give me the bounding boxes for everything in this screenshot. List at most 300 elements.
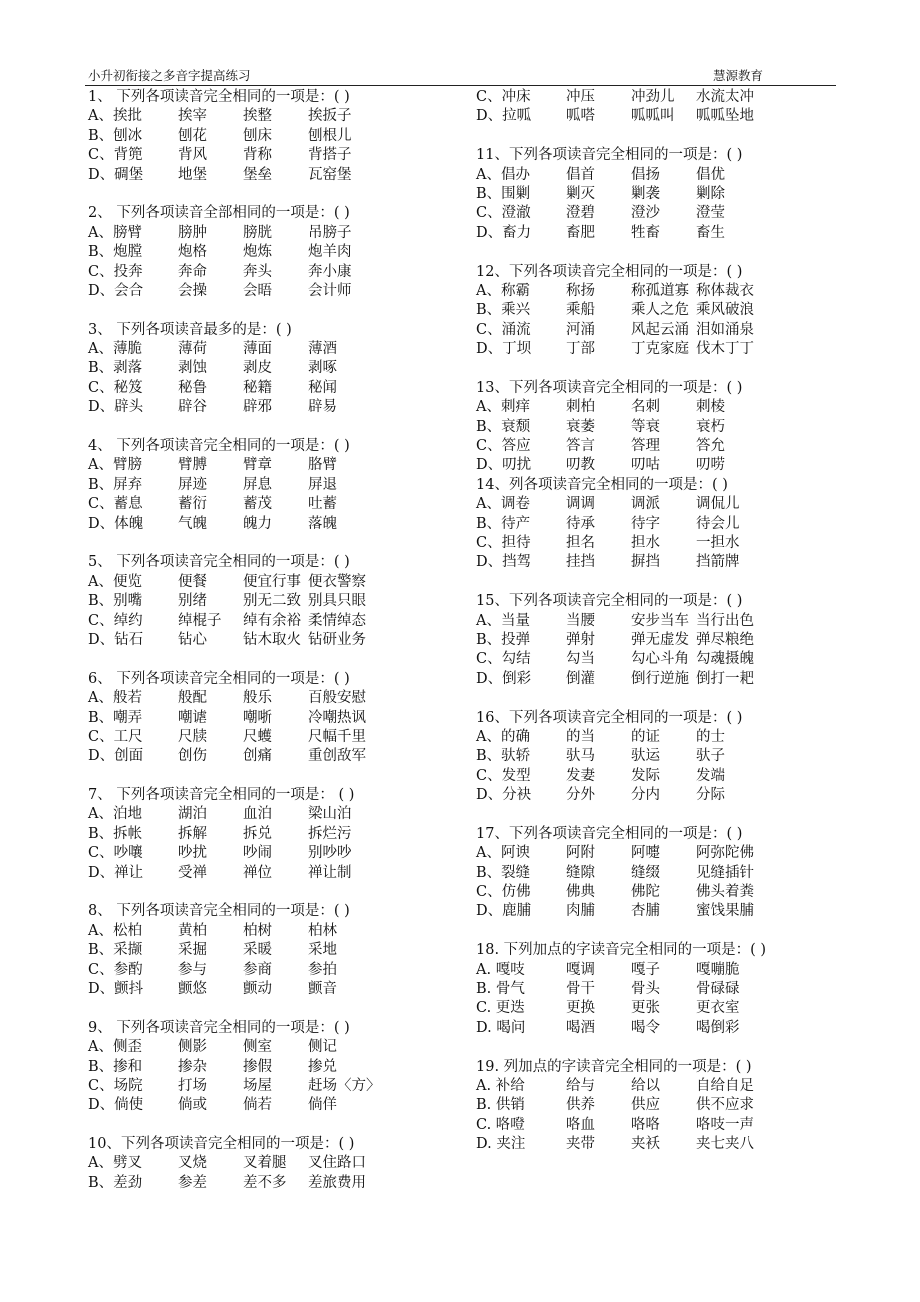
- option-word: B、投弹: [476, 631, 531, 648]
- option-word: 剥皮: [243, 360, 272, 377]
- option-word: 咯咯: [631, 1116, 660, 1133]
- option-word: 挂挡: [566, 554, 595, 571]
- question-text: 1、 下列各项读音完全相同的一项是：( ): [88, 89, 350, 105]
- option-row: [476, 437, 856, 456]
- option-word: 河涌: [566, 321, 595, 338]
- option-word: 辟谷: [178, 399, 207, 416]
- option-word: 当行出色: [696, 612, 754, 629]
- option-word: 叨教: [566, 457, 595, 474]
- option-word: 侧记: [308, 1039, 337, 1056]
- option-word: 倒打一耙: [696, 670, 754, 687]
- option-word: 尺蠖: [243, 728, 272, 745]
- option-word: D、倒彩: [476, 670, 532, 687]
- option-word: 剥蚀: [178, 360, 207, 377]
- option-row: [88, 980, 468, 999]
- option-word: 泪如涌泉: [696, 321, 754, 338]
- option-word: 会计师: [308, 282, 352, 299]
- option-word: 剥啄: [308, 360, 337, 377]
- option-word: 答言: [566, 438, 595, 455]
- option-word: 吵扰: [178, 845, 207, 862]
- option-word: 百般安慰: [308, 690, 366, 707]
- option-row: [476, 340, 856, 359]
- option-word: 咯血: [566, 1116, 595, 1133]
- option-word: A、阿谀: [476, 845, 530, 862]
- option-word: 赶场〈方〉: [308, 1077, 381, 1094]
- option-word: 差不多: [243, 1174, 287, 1191]
- option-word: 弹尽粮绝: [696, 631, 754, 648]
- question-block: [88, 321, 468, 418]
- option-word: 勾魂摄魄: [696, 651, 754, 668]
- option-word: B、拆帐: [88, 825, 143, 842]
- option-word: A、刺痒: [476, 399, 530, 416]
- option-word: B、嘲弄: [88, 709, 143, 726]
- option-word: 刨花: [178, 127, 207, 144]
- option-row: [476, 515, 856, 534]
- option-word: 奔命: [178, 263, 207, 280]
- question-block: [476, 476, 856, 573]
- option-word: B、屏弃: [88, 476, 143, 493]
- option-word: 给以: [631, 1077, 660, 1094]
- option-word: 勾心斗角: [631, 651, 689, 668]
- option-word: 别具只眼: [308, 593, 366, 610]
- option-row: [476, 612, 856, 631]
- option-word: 炮炼: [243, 244, 272, 261]
- option-word: 衰萎: [566, 418, 595, 435]
- option-word: 差旅费用: [308, 1174, 366, 1191]
- option-word: 的当: [566, 728, 595, 745]
- option-word: B、裂缝: [476, 864, 531, 881]
- option-word: 倘佯: [308, 1097, 337, 1114]
- option-word: D、丁坝: [476, 341, 532, 358]
- option-row: [88, 825, 468, 844]
- option-word: 衰朽: [696, 418, 725, 435]
- option-row: [88, 922, 468, 941]
- option-word: 呱嗒: [566, 108, 595, 125]
- option-word: 担名: [566, 534, 595, 551]
- option-word: D、倘使: [88, 1097, 144, 1114]
- option-row: [88, 941, 468, 960]
- question-block: [88, 553, 468, 650]
- option-word: C、投奔: [88, 263, 143, 280]
- option-word: 气魄: [178, 515, 207, 532]
- question-text: 17、下列各项读音完全相同的一项是：( ): [476, 825, 743, 842]
- option-row: [476, 1077, 856, 1096]
- question-text: 12、下列各项读音完全相同的一项是：( ): [476, 263, 743, 280]
- option-word: 秘籍: [243, 379, 272, 396]
- option-row: [476, 301, 856, 320]
- option-word: 薄面: [243, 341, 272, 358]
- option-word: B、衰颓: [476, 418, 531, 435]
- option-word: 尺幅千里: [308, 728, 366, 745]
- option-row: [476, 902, 856, 921]
- question-text: 2、 下列各项读音全部相同的一项是：( ): [88, 205, 350, 222]
- option-word: 柏树: [243, 922, 272, 939]
- option-word: 嘎嘣脆: [696, 961, 740, 978]
- question-text: 7、 下列各项读音完全相同的一项是： ( ): [88, 787, 355, 804]
- option-word: D. 夹注: [476, 1136, 526, 1153]
- option-word: 绰有余裕: [243, 612, 301, 629]
- question-text: 6、 下列各项读音完全相同的一项是：( ): [88, 670, 350, 687]
- option-word: 挡箭牌: [696, 554, 740, 571]
- option-word: C、勾结: [476, 651, 531, 668]
- question-text: 3、 下列各项读音最多的是：( ): [88, 321, 292, 338]
- option-word: 畜生: [696, 224, 725, 241]
- option-word: 炮格: [178, 244, 207, 261]
- header-left-title: 小升初衔接之多音字提高练习: [88, 68, 251, 83]
- option-word: 落魄: [308, 515, 337, 532]
- option-row: [476, 204, 856, 223]
- option-row: [476, 786, 856, 805]
- option-row: [88, 224, 468, 243]
- option-word: B. 供销: [476, 1097, 525, 1114]
- option-word: 骨碌碌: [696, 980, 740, 997]
- option-word: 杏脯: [631, 903, 660, 920]
- option-word: A、臂膀: [88, 457, 142, 474]
- left-column: [88, 88, 468, 1213]
- option-word: 呱呱叫: [631, 108, 675, 125]
- option-word: 叉烧: [178, 1155, 207, 1172]
- option-word: 剿除: [696, 185, 725, 202]
- option-word: 摒挡: [631, 554, 660, 571]
- option-word: B、围剿: [476, 185, 531, 202]
- option-word: 分际: [696, 787, 725, 804]
- option-word: 吐蓄: [308, 496, 337, 513]
- option-word: 嘎调: [566, 961, 595, 978]
- option-row: [476, 282, 856, 301]
- option-word: 创痛: [243, 748, 272, 765]
- question-block: [88, 204, 468, 301]
- option-row: [476, 321, 856, 340]
- question-text: 10、下列各项读音完全相同的一项是：( ): [88, 1136, 355, 1153]
- option-word: 发端: [696, 767, 725, 784]
- option-word: C、仿佛: [476, 884, 531, 901]
- question-text: 19. 列加点的字读音完全相同的一项是：( ): [476, 1058, 752, 1075]
- option-word: 受禅: [178, 864, 207, 881]
- option-word: 倘若: [243, 1097, 272, 1114]
- option-word: 的士: [696, 728, 725, 745]
- option-word: 拆兑: [243, 825, 272, 842]
- option-word: 乘船: [566, 302, 595, 319]
- option-word: 勾当: [566, 651, 595, 668]
- option-word: 魄力: [243, 515, 272, 532]
- option-word: 见缝插针: [696, 864, 754, 881]
- option-row: [476, 418, 856, 437]
- option-word: 便衣警察: [308, 573, 366, 590]
- option-word: 背搭子: [308, 147, 352, 164]
- option-word: B、驮轿: [476, 748, 531, 765]
- option-word: 绰棍子: [178, 612, 222, 629]
- option-word: B、乘兴: [476, 302, 531, 319]
- option-word: 待承: [566, 515, 595, 532]
- option-word: 倘或: [178, 1097, 207, 1114]
- option-word: 骨头: [631, 980, 660, 997]
- option-word: C、蓄息: [88, 496, 143, 513]
- option-word: D、鹿脯: [476, 903, 532, 920]
- option-word: B、炮膛: [88, 244, 143, 261]
- option-row: [88, 379, 468, 398]
- option-word: B、刨冰: [88, 127, 143, 144]
- option-word: 场屋: [243, 1077, 272, 1094]
- option-row: [88, 728, 468, 747]
- question-text: 4、 下列各项读音完全相同的一项是：( ): [88, 438, 350, 455]
- question-block: [88, 902, 468, 999]
- option-word: A、薄脆: [88, 341, 142, 358]
- option-word: 答允: [696, 438, 725, 455]
- option-word: A、的确: [476, 728, 530, 745]
- option-word: D、颤抖: [88, 980, 144, 997]
- option-word: A、松柏: [88, 922, 142, 939]
- option-word: 供不应求: [696, 1097, 754, 1114]
- option-word: C、冲床: [476, 89, 531, 105]
- option-word: 冷嘲热讽: [308, 709, 366, 726]
- option-word: 剿袭: [631, 185, 660, 202]
- option-row: [88, 515, 468, 534]
- option-word: 拆烂污: [308, 825, 352, 842]
- option-word: 拆解: [178, 825, 207, 842]
- option-word: 供应: [631, 1097, 660, 1114]
- option-row: [476, 961, 856, 980]
- option-word: A、挨批: [88, 108, 142, 125]
- option-word: 安步当车: [631, 612, 689, 629]
- option-word: 便餐: [178, 573, 207, 590]
- option-word: 采暖: [243, 942, 272, 959]
- option-word: 更衣室: [696, 1000, 740, 1017]
- option-word: 刺柏: [566, 399, 595, 416]
- option-word: 更张: [631, 1000, 660, 1017]
- option-word: C、答应: [476, 438, 531, 455]
- option-row: [476, 883, 856, 902]
- option-row: [88, 1096, 468, 1115]
- option-word: D、会合: [88, 282, 144, 299]
- option-row: [88, 592, 468, 611]
- option-word: 嘲谑: [178, 709, 207, 726]
- option-row: [476, 1116, 856, 1135]
- question-block: [88, 1135, 468, 1193]
- option-word: 嘲哳: [243, 709, 272, 726]
- question-block: [88, 1019, 468, 1116]
- option-word: 喝倒彩: [696, 1019, 740, 1036]
- option-word: 挨宰: [178, 108, 207, 125]
- option-word: 奔小康: [308, 263, 352, 280]
- option-row: [88, 359, 468, 378]
- option-row: [88, 805, 468, 824]
- option-word: D、分袂: [476, 787, 532, 804]
- option-word: 倒灌: [566, 670, 595, 687]
- option-word: B. 骨气: [476, 980, 525, 997]
- option-word: 奔头: [243, 263, 272, 280]
- option-word: 风起云涌: [631, 321, 689, 338]
- option-word: 别吵吵: [308, 845, 352, 862]
- option-word: 佛陀: [631, 884, 660, 901]
- option-word: 柏林: [308, 922, 337, 939]
- option-word: C、场院: [88, 1077, 143, 1094]
- option-row: [476, 534, 856, 553]
- option-word: 别无二致: [243, 593, 301, 610]
- option-row: [476, 1019, 856, 1038]
- option-word: 乘人之危: [631, 302, 689, 319]
- option-word: 柔情绰态: [308, 612, 366, 629]
- option-word: 刨床: [243, 127, 272, 144]
- option-word: C、发型: [476, 767, 531, 784]
- option-word: 臂膊: [178, 457, 207, 474]
- option-word: 肉脯: [566, 903, 595, 920]
- option-word: A、泊地: [88, 806, 142, 823]
- question-block: [476, 88, 856, 127]
- option-word: D、碉堡: [88, 166, 144, 183]
- option-word: B、采撷: [88, 942, 143, 959]
- option-word: 牲畜: [631, 224, 660, 241]
- option-row: [476, 631, 856, 650]
- option-word: 般配: [178, 690, 207, 707]
- option-word: 名刺: [631, 399, 660, 416]
- option-row: [88, 340, 468, 359]
- option-row: [88, 864, 468, 883]
- option-word: 创伤: [178, 748, 207, 765]
- option-row: [88, 1174, 468, 1193]
- question-block: [476, 592, 856, 689]
- option-word: 秘鲁: [178, 379, 207, 396]
- option-word: 佛头着粪: [696, 884, 754, 901]
- option-word: 分外: [566, 787, 595, 804]
- option-word: 调侃儿: [696, 496, 740, 513]
- question-block: [88, 786, 468, 883]
- option-word: C、担待: [476, 534, 531, 551]
- option-word: 蓄衍: [178, 496, 207, 513]
- option-word: 丁部: [566, 341, 595, 358]
- question-block: [88, 670, 468, 767]
- option-row: [88, 844, 468, 863]
- option-word: A. 嘎吱: [476, 961, 525, 978]
- option-word: 炮羊肉: [308, 244, 352, 261]
- option-word: 叨咕: [631, 457, 660, 474]
- option-word: 参差: [178, 1174, 207, 1191]
- option-word: 掺杂: [178, 1058, 207, 1075]
- option-word: 参与: [178, 961, 207, 978]
- option-row: [88, 747, 468, 766]
- question-block: [88, 88, 468, 185]
- question-text: 9、 下列各项读音完全相同的一项是：( ): [88, 1019, 350, 1036]
- option-word: 薄酒: [308, 341, 337, 358]
- option-word: A、倡办: [476, 166, 530, 183]
- option-word: 佛典: [566, 884, 595, 901]
- option-row: [88, 456, 468, 475]
- option-word: A、侧歪: [88, 1039, 142, 1056]
- option-word: 发妻: [566, 767, 595, 784]
- option-row: [476, 456, 856, 475]
- question-text: 16、下列各项读音完全相同的一项是：( ): [476, 709, 743, 726]
- question-text: 11、下列各项读音完全相同的一项是：( ): [476, 147, 743, 164]
- option-word: 自给自足: [696, 1077, 754, 1094]
- option-word: 称扬: [566, 282, 595, 299]
- option-word: B、剥落: [88, 360, 143, 377]
- option-word: 担水: [631, 534, 660, 551]
- option-word: 缝缀: [631, 864, 660, 881]
- option-word: C、绰约: [88, 612, 143, 629]
- option-word: 咯吱一声: [696, 1116, 754, 1133]
- option-word: 屏退: [308, 476, 337, 493]
- option-row: [88, 495, 468, 514]
- option-row: [476, 650, 856, 669]
- option-row: [476, 185, 856, 204]
- option-word: 重创敌军: [308, 748, 366, 765]
- option-word: 驮子: [696, 748, 725, 765]
- option-word: 掺假: [243, 1058, 272, 1075]
- option-word: 水流太冲: [696, 89, 754, 105]
- option-word: 乘风破浪: [696, 302, 754, 319]
- option-word: C、工尺: [88, 728, 143, 745]
- option-word: 夹七夹八: [696, 1136, 754, 1153]
- option-word: 侧室: [243, 1039, 272, 1056]
- option-word: C. 更迭: [476, 1000, 525, 1017]
- option-word: 湖泊: [178, 806, 207, 823]
- option-row: [88, 1154, 468, 1173]
- option-word: C. 咯噔: [476, 1116, 525, 1133]
- option-word: 夹袄: [631, 1136, 660, 1153]
- option-row: [476, 747, 856, 766]
- option-word: 伐木丁丁: [696, 341, 754, 358]
- option-word: 蜜饯果脯: [696, 903, 754, 920]
- option-word: 骨干: [566, 980, 595, 997]
- option-row: [476, 999, 856, 1018]
- question-block: [476, 263, 856, 360]
- option-word: 秘闻: [308, 379, 337, 396]
- option-word: 吵闹: [243, 845, 272, 862]
- option-row: [476, 224, 856, 243]
- option-word: A、称霸: [476, 282, 530, 299]
- option-word: D、畜力: [476, 224, 532, 241]
- option-word: 刺棱: [696, 399, 725, 416]
- option-row: [476, 864, 856, 883]
- header-rule: [85, 85, 836, 86]
- option-word: 侧影: [178, 1039, 207, 1056]
- option-word: D、叨扰: [476, 457, 532, 474]
- option-word: 调派: [631, 496, 660, 513]
- option-word: 驮马: [566, 748, 595, 765]
- option-word: 颤动: [243, 980, 272, 997]
- option-word: 呱呱坠地: [696, 108, 754, 125]
- option-row: [88, 1038, 468, 1057]
- option-word: C、吵嚷: [88, 845, 143, 862]
- option-word: 打场: [178, 1077, 207, 1094]
- option-word: 阿嚏: [631, 845, 660, 862]
- option-word: 薄荷: [178, 341, 207, 358]
- option-word: A. 补给: [476, 1077, 525, 1094]
- option-row: [476, 166, 856, 185]
- option-row: [88, 263, 468, 282]
- option-word: D、辟头: [88, 399, 144, 416]
- option-word: 血泊: [243, 806, 272, 823]
- option-word: C、背篼: [88, 147, 143, 164]
- option-word: 梁山泊: [308, 806, 352, 823]
- option-row: [88, 166, 468, 185]
- option-row: [88, 573, 468, 592]
- option-word: 澄碧: [566, 205, 595, 222]
- option-row: [476, 728, 856, 747]
- option-word: 会晤: [243, 282, 272, 299]
- option-word: 分内: [631, 787, 660, 804]
- question-text: 14、列各项读音完全相同的一项是：( ): [476, 476, 728, 493]
- option-word: 挨扳子: [308, 108, 352, 125]
- option-word: 驮运: [631, 748, 660, 765]
- option-word: 倡扬: [631, 166, 660, 183]
- option-word: 嘎子: [631, 961, 660, 978]
- question-block: [476, 941, 856, 1038]
- option-word: 背称: [243, 147, 272, 164]
- option-word: 禅让制: [308, 864, 352, 881]
- option-row: [476, 1135, 856, 1154]
- option-word: C、参酌: [88, 961, 143, 978]
- option-word: 当腰: [566, 612, 595, 629]
